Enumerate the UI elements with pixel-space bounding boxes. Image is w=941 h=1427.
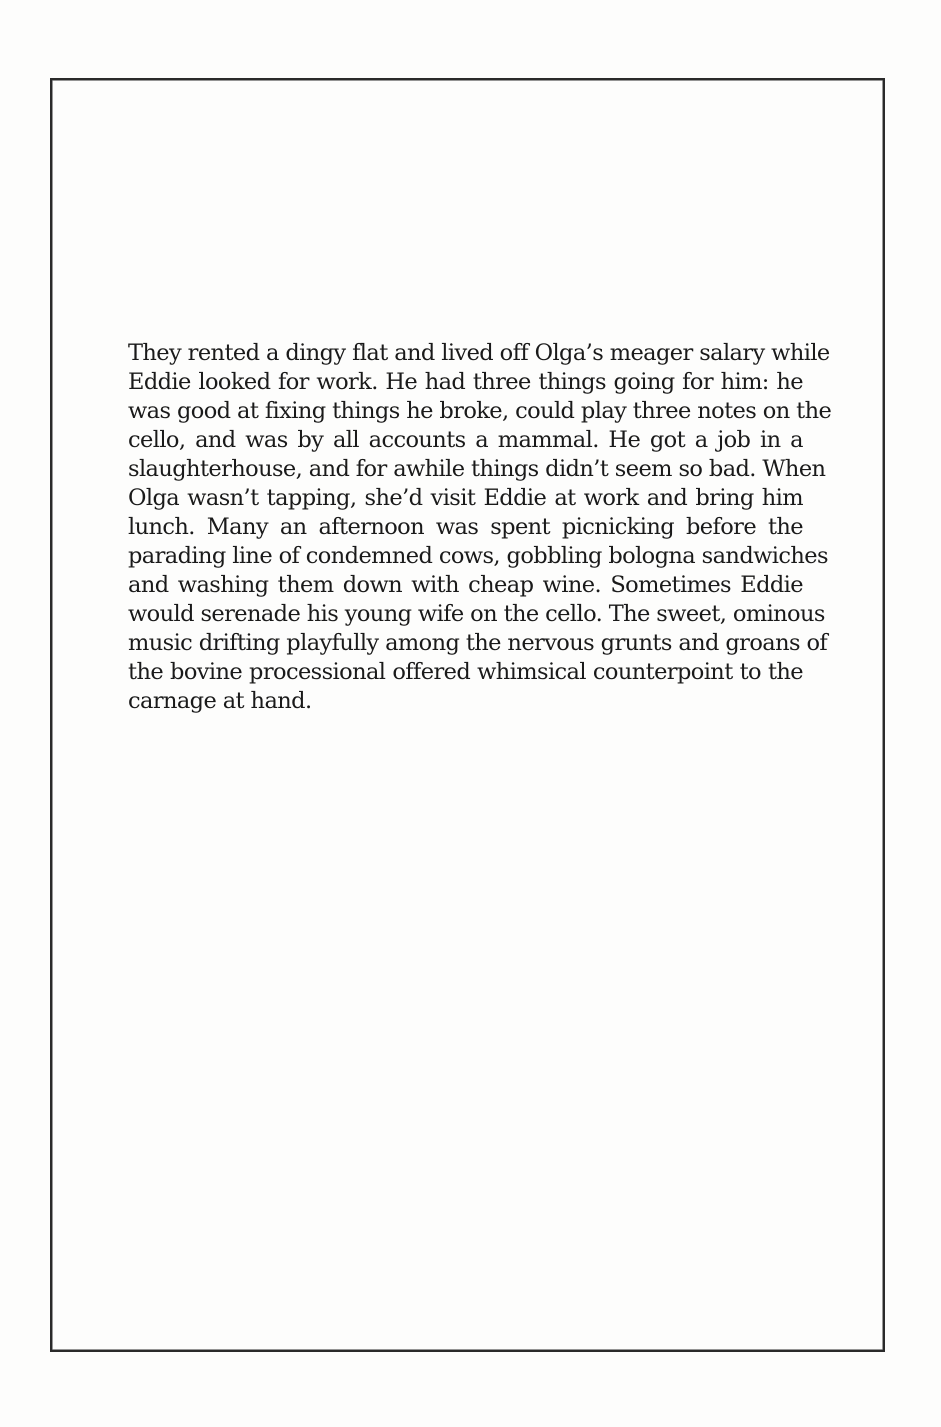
story-line: and washing them down with cheap wine. Sometimes Eddie [128,572,803,598]
story-line: music drifting playfully among the nervous grunts and groans of [128,630,828,656]
story-line: Eddie looked for work. He had three things going for him: he [128,369,803,395]
story-line: would serenade his young wife on the cello. The sweet, ominous [128,601,825,627]
story-paragraph [128,339,832,716]
story-line-last: carnage at hand. [128,688,312,714]
story-line: parading line of condemned cows, gobbling bologna sandwiches [128,543,828,569]
story-line: They rented a dingy flat and lived off Olga’s meager salary while [128,340,830,366]
story-line: was good at fixing things he broke, could play three notes on the [128,398,832,424]
story-line: slaughterhouse, and for awhile things didn’t seem so bad. When [128,456,826,482]
story-line: the bovine processional offered whimsical counterpoint to the [128,659,803,685]
story-line: Olga wasn’t tapping, she’d visit Eddie at work and bring him [128,485,803,511]
story-line: cello, and was by all accounts a mammal. He got a job in a [128,427,803,453]
story-line: lunch. Many an afternoon was spent picnicking before the [128,514,803,540]
